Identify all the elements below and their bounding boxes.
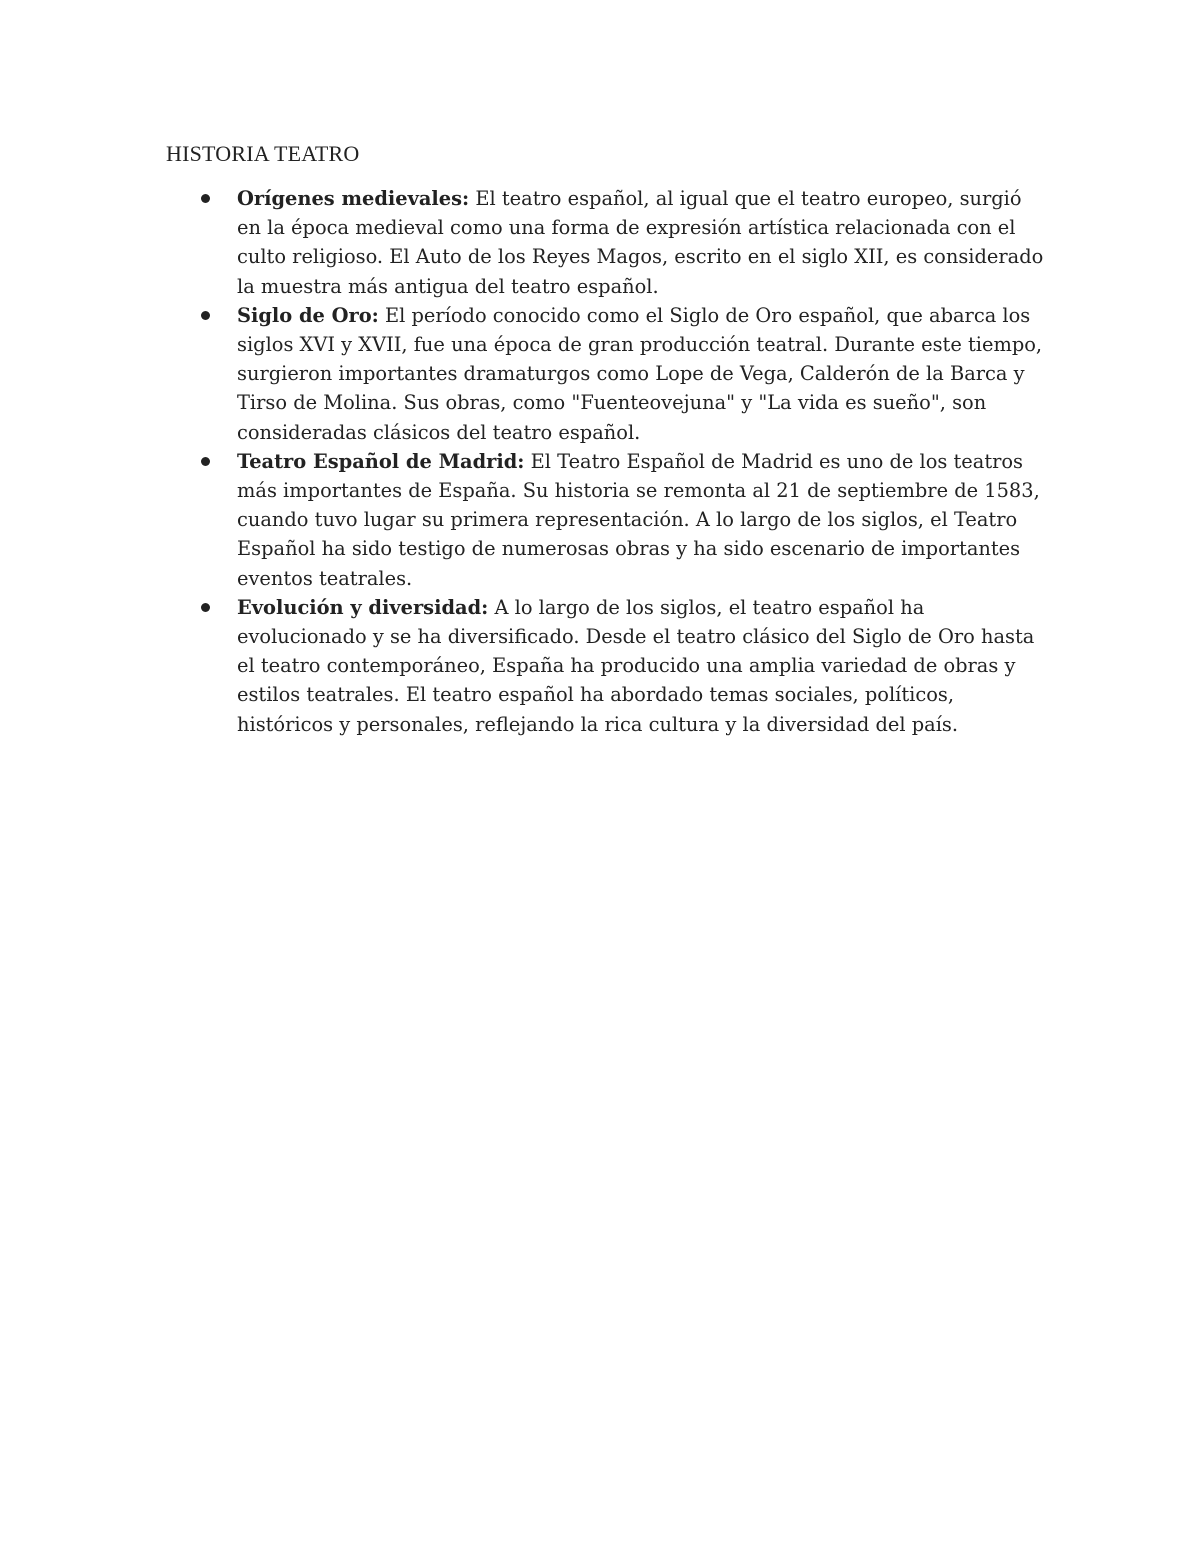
list-item — [166, 184, 1046, 301]
list-item-text — [237, 447, 1046, 593]
list-item-term: Teatro Español de Madrid: — [237, 449, 525, 473]
bullet-icon — [201, 194, 210, 203]
list-item — [166, 593, 1046, 739]
list-item-term: Evolución y diversidad: — [237, 595, 489, 619]
list-item-body: El teatro español, al igual que el teatro europeo, surgió en la época medieval como una forma de expresión artística relacionada con el culto religioso. El Auto de los Reyes Magos, escrito en el siglo XII, es considerado la muestra más antigua del teatro español. — [237, 187, 1044, 298]
list-item-text — [237, 301, 1046, 447]
list-item-term: Siglo de Oro: — [237, 303, 379, 327]
list-item-term: Orígenes medievales: — [237, 187, 470, 210]
list-item — [166, 447, 1046, 593]
bullet-icon — [201, 457, 210, 466]
bullet-icon — [201, 603, 210, 612]
list-item-text — [237, 184, 1046, 301]
list-item-body: A lo largo de los siglos, el teatro español ha evolucionado y se ha diversificado. Desde el teatro clásico del Siglo de Oro hasta el teatro contemporáneo, España ha producido una amplia variedad de obras y estilos teatrales. El teatro español ha abordado temas sociales, políticos, históricos y personales, reflejando la rica cultura y la diversidad del país. — [237, 595, 1035, 736]
list-item-body: El período conocido como el Siglo de Oro español, que abarca los siglos XVI y XVII, fue una época de gran producción teatral. Durante este tiempo, surgieron importantes dramaturgos como Lope de Vega, Calderón de la Barca y Tirso de Molina. Sus obras, como "Fuenteovejuna" y "La vida es sueño", son consideradas clásicos del teatro español. — [237, 303, 1043, 444]
list-item-body: El Teatro Español de Madrid es uno de los teatros más importantes de España. Su historia se remonta al 21 de septiembre de 1583, cuando tuvo lugar su primera representación. A lo largo de los siglos, el Teatro Español ha sido testigo de numerosas obras y ha sido escenario de importantes eventos teatrales. — [237, 449, 1040, 590]
list-item-text — [237, 593, 1046, 739]
bullet-list — [166, 184, 1046, 739]
bullet-icon — [201, 311, 210, 320]
list-item — [166, 301, 1046, 447]
document-title: HISTORIA TEATRO — [166, 141, 360, 166]
